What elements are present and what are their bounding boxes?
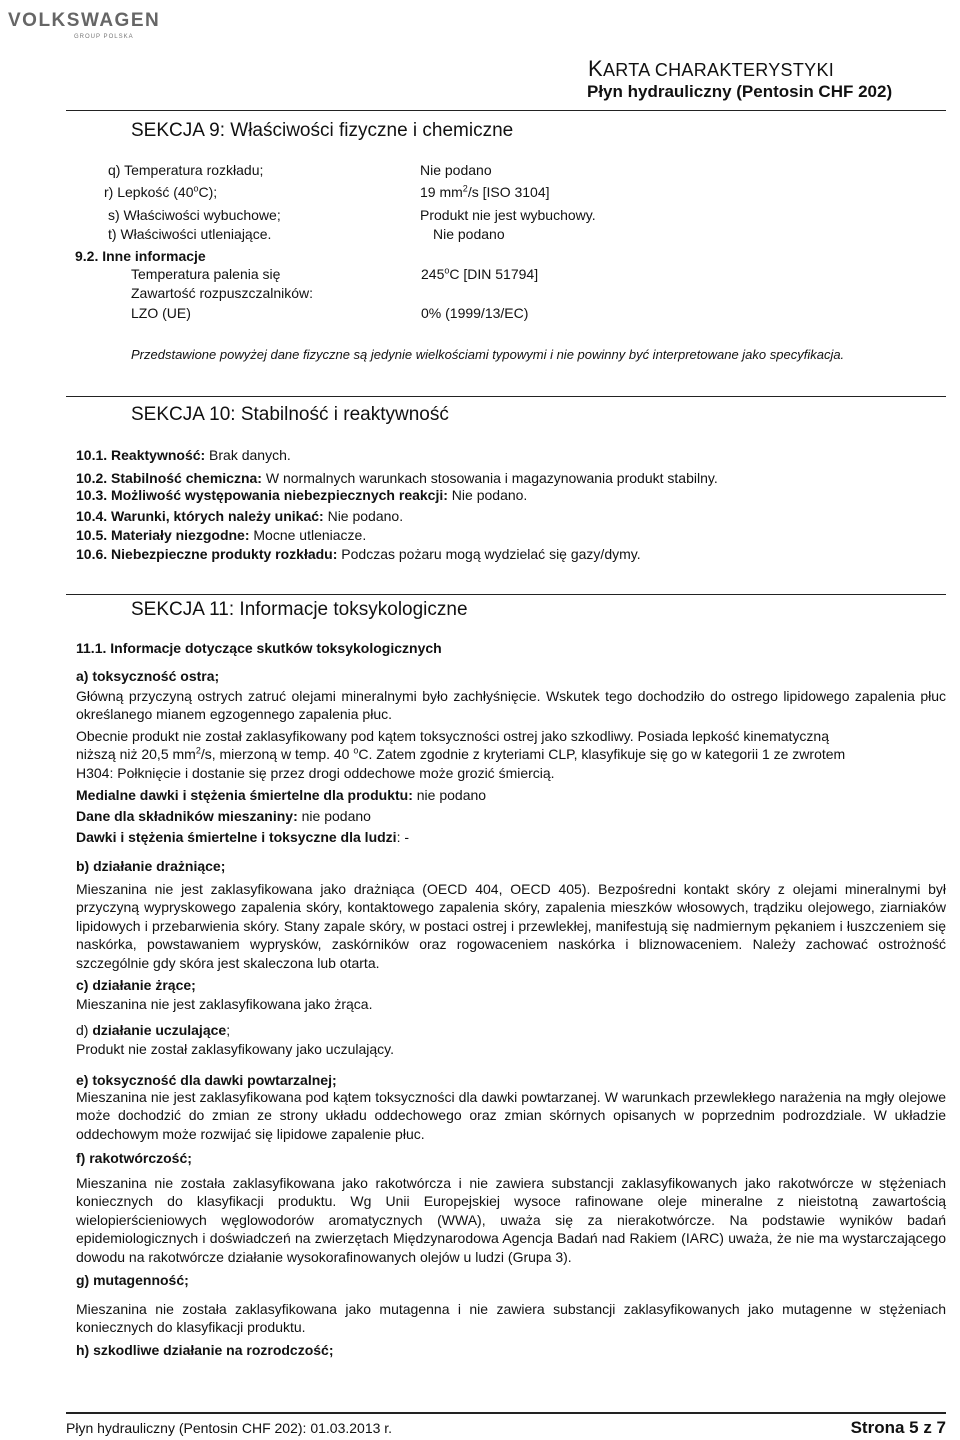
paragraph: Mieszanina nie jest zaklasyfikowana pod kątem toksyczności dla dawki powtarzanej. W warunkach przewlekłego narażenia na mgły olejowe może dochodzić do zmian ze strony układu oddechowego oraz zmian skórnych opisanych w poprzednim podrozdziale. W układzie oddechowym może rozwijać się lipidowe zapalenie płuc.	[76, 1089, 946, 1142]
paragraph: Produkt nie został zaklasyfikowany jako uczulający.	[76, 1041, 395, 1057]
info-line	[76, 808, 371, 824]
line-sup: o	[353, 745, 359, 756]
subsection-heading	[76, 1022, 230, 1038]
value-text: 245	[421, 266, 445, 282]
property-value: Nie podano	[420, 162, 492, 178]
property-label	[104, 184, 217, 200]
line-text: C. Zatem zgodnie z kryteriami CLP, klasyfikuje się go w kategorii 1 ze zwrotem	[358, 746, 846, 763]
section-divider	[66, 594, 946, 595]
subsection-heading: 9.2. Inne informacje	[75, 248, 206, 264]
property-label: Zawartość rozpuszczalników:	[131, 285, 314, 301]
item-value: Brak danych.	[205, 447, 291, 463]
line-text: niższą niż 20,5 mm	[76, 746, 196, 763]
section-11-title: SEKCJA 11: Informacje toksykologiczne	[131, 599, 468, 620]
paragraph	[76, 727, 946, 782]
item-label: 10.4. Warunki, których należy unikać:	[76, 508, 324, 524]
property-value	[421, 266, 538, 282]
paragraph: Mieszanina nie została zaklasyfikowana jako mutagenna i nie zawiera substancji zaklasyfikowanych jako mutagenne w stężeniach koniecznych do klasyfikacji produktu.	[76, 1301, 946, 1336]
item-value: Nie podano.	[323, 508, 404, 524]
footer-divider	[66, 1412, 946, 1414]
value-sup: o	[444, 265, 450, 276]
paragraph: Mieszanina nie jest zaklasyfikowana jako drażniąca (OECD 404, OECD 405). Bezpośredni kontakt skóry z olejami mineralnymi był przyczyną wypryskowego zapalenia skóry, kontaktowego zapalenia skóry, zapalenia mieszków włosowych, trądziku olejowego, ziarniaków lipidowych i przebarwienia skóry. Stany zapale skóry, w postaci ostrej i przewlekłej, manifestują się nadmiernym pękaniem i łuszczeniem się naskórka, powstawaniem wyprysków, zaskórników oraz rogowaceniem naskórka i bliznowaceniem. Należy zachować ostrożność szczególnie gdy skóra jest skaleczona lub otarta.	[76, 881, 946, 971]
item-value: Mocne utleniacze.	[249, 527, 367, 543]
document-title	[588, 56, 834, 82]
property-value	[420, 184, 550, 200]
info-label: Medialne dawki i stężenia śmiertelne dla produktu:	[76, 787, 413, 803]
label-sup: o	[193, 183, 199, 194]
item-label: 10.5. Materiały niezgodne:	[76, 527, 250, 543]
info-value: nie podano	[412, 787, 487, 803]
value-text: /s [ISO 3104]	[467, 184, 550, 200]
info-value: : -	[396, 829, 410, 845]
heading-text: działanie uczulające	[92, 1022, 227, 1038]
paragraph: Mieszanina nie jest zaklasyfikowana jako żrąca.	[76, 996, 373, 1012]
paragraph: Główną przyczyną ostrych zatruć olejami mineralnymi było zachłyśnięcie. Wskutek tego dochodziło do ostrego lipidowego zapalenia płuc określanego mianem egzogennego zapalenia płuc.	[76, 688, 946, 723]
info-line	[76, 787, 486, 803]
list-item	[76, 527, 366, 543]
list-item	[76, 447, 291, 463]
item-value: W normalnych warunkach stosowania i magazynowania produkt stabilny.	[261, 470, 718, 486]
info-label: Dane dla składników mieszaniny:	[76, 808, 298, 824]
item-value: Nie podano.	[447, 487, 528, 503]
paragraph: Mieszanina nie została zaklasyfikowana jako rakotwórcza i nie zawiera substancji zaklasyfikowanych jako rakotwórcze w stężeniach koniecznych do klasyfikacji produktu. Wg Unii Europejskiej wysoce rafinowane oleje mineralne z nieistotną zawartością wielopierścieniowych węglowodorów aromatycznych (WWA), uważa się za nierakotwórcze. Na podstawie wyników badań epidemiologicznych i doświadczeń na zwierzętach Międzynarodowa Agencja Badań nad Rakiem (IARC) uważa, że nie ma wystarczającego dowodu na rakotwórcze działanie wysokorafinowanych olejów u ludzi (Grupa 3).	[76, 1175, 946, 1265]
list-item	[76, 546, 641, 562]
paragraph-line: Obecnie produkt nie został zaklasyfikowany pod kątem toksyczności ostrej jako szkodliwy. Posiada lepkość kinematyczną	[76, 728, 829, 744]
property-label: q) Temperatura rozkładu;	[108, 162, 264, 178]
item-label: 10.6. Niebezpieczne produkty rozkładu:	[76, 546, 338, 562]
page-number: Strona 5 z 7	[850, 1418, 946, 1437]
subsection-heading: c) działanie żrące;	[76, 977, 196, 993]
property-label: Temperatura palenia się	[131, 266, 281, 282]
disclaimer-note: Przedstawione powyżej dane fizyczne są jedynie wielkościami typowymi i nie powinny być interpretowane jako specyfikacja.	[131, 347, 845, 362]
subsection-heading: b) działanie drażniące;	[76, 858, 226, 874]
subsection-heading: a) toksyczność ostra;	[76, 668, 220, 684]
value-text: 19 mm	[420, 184, 463, 200]
item-label: 10.1. Reaktywność:	[76, 447, 206, 463]
heading-suffix: ;	[226, 1022, 231, 1038]
item-label: 10.3. Możliwość występowania niebezpiecznych reakcji:	[76, 487, 448, 503]
section-9-title: SEKCJA 9: Właściwości fizyczne i chemiczne	[131, 120, 514, 141]
subsection-heading: e) toksyczność dla dawki powtarzalnej;	[76, 1072, 337, 1088]
paragraph-line: H304: Połknięcie i dostanie się przez drogi oddechowe może grozić śmiercią.	[76, 764, 555, 781]
subsection-heading: g) mutagenność;	[76, 1272, 189, 1288]
label-text: C);	[198, 184, 218, 200]
value-sup: 2	[462, 183, 468, 194]
item-value: Podczas pożaru mogą wydzielać się gazy/dymy.	[337, 546, 641, 562]
logo-text: VOLKSWAGEN	[8, 10, 161, 31]
line-sup: 2	[195, 745, 201, 756]
property-value: Nie podano	[433, 226, 505, 242]
property-label: s) Właściwości wybuchowe;	[108, 207, 281, 223]
property-label: t) Właściwości utleniające.	[108, 226, 272, 242]
property-value: 0% (1999/13/EC)	[421, 305, 529, 321]
list-item	[76, 487, 527, 503]
section-divider	[66, 110, 946, 111]
list-item	[76, 470, 718, 486]
value-text: C [DIN 51794]	[449, 266, 539, 282]
section-10-title: SEKCJA 10: Stabilność i reaktywność	[131, 404, 449, 425]
heading-prefix: d)	[76, 1022, 93, 1038]
label-text: r) Lepkość (40	[104, 184, 194, 200]
info-value: nie podano	[297, 808, 371, 824]
info-label: Dawki i stężenia śmiertelne i toksyczne dla ludzi	[76, 829, 397, 845]
subsection-heading: h) szkodliwe działanie na rozrodczość;	[76, 1342, 334, 1358]
property-label: LZO (UE)	[131, 305, 191, 321]
brand-logo	[8, 10, 160, 40]
subsection-heading: 11.1. Informacje dotyczące skutków toksykologicznych	[76, 640, 442, 656]
item-label: 10.2. Stabilność chemiczna:	[76, 470, 262, 486]
title-rest: ARTA CHARAKTERYSTYKI	[602, 60, 835, 80]
info-line	[76, 829, 409, 845]
title-first-letter: K	[588, 56, 603, 81]
section-divider	[66, 396, 946, 397]
list-item	[76, 508, 403, 524]
line-text: /s, mierzoną w temp. 40	[200, 746, 354, 763]
property-value: Produkt nie jest wybuchowy.	[420, 207, 596, 223]
footer-document-info: Płyn hydrauliczny (Pentosin CHF 202): 01.03.2013 r.	[66, 1420, 393, 1436]
logo-subtext: GROUP POLSKA	[74, 34, 134, 40]
paragraph-line	[76, 745, 946, 763]
document-subtitle: Płyn hydrauliczny (Pentosin CHF 202)	[587, 82, 893, 101]
subsection-heading: f) rakotwórczość;	[76, 1150, 192, 1166]
